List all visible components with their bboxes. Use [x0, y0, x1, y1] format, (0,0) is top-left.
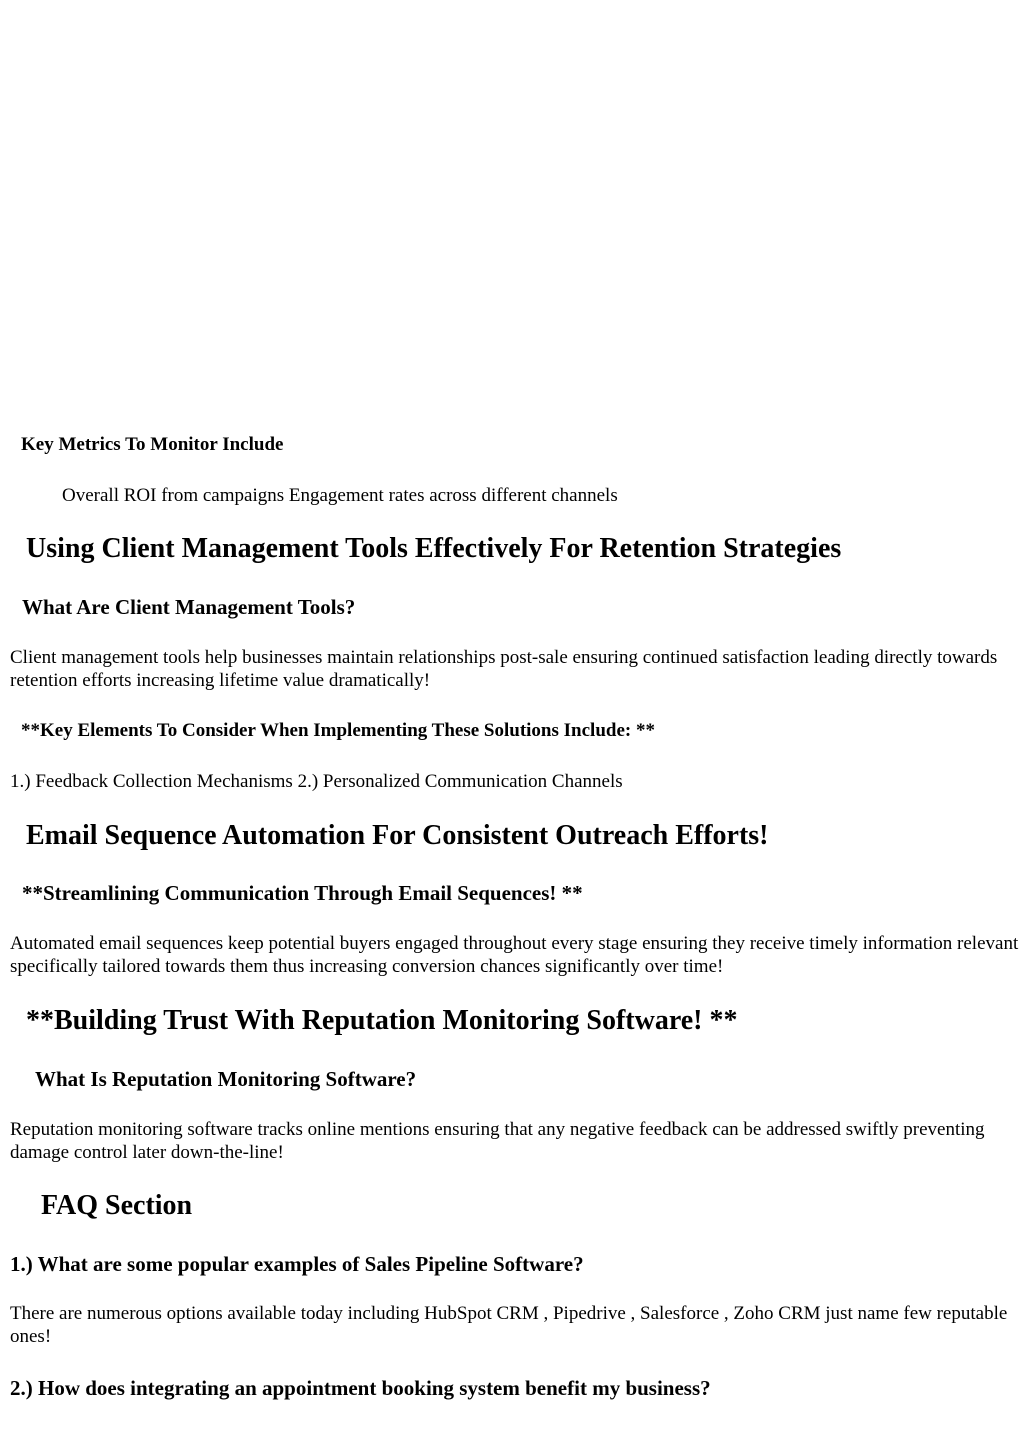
- faq-heading: FAQ Section: [41, 1190, 193, 1221]
- blank-top-area: [0, 0, 1024, 420]
- client-tools-heading: Using Client Management Tools Effectively For Retention Strategies: [26, 533, 842, 564]
- key-metrics-text: Overall ROI from campaigns Engagement rates across different channels: [62, 485, 618, 506]
- what-are-tools-heading: What Are Client Management Tools?: [22, 595, 356, 619]
- key-metrics-heading: Key Metrics To Monitor Include: [21, 434, 284, 455]
- email-paragraph: Automated email sequences keep potential buyers engaged throughout every stage ensuring they receive timely information relevant specifically tailored towards them thus increasing conversion chances significantly over time!: [10, 933, 1019, 977]
- streamlining-heading: **Streamlining Communication Through Email Sequences! **: [22, 881, 583, 905]
- faq-question-1: 1.) What are some popular examples of Sales Pipeline Software?: [10, 1252, 584, 1276]
- email-heading: Email Sequence Automation For Consistent Outreach Efforts!: [26, 820, 769, 851]
- reputation-paragraph: Reputation monitoring software tracks online mentions ensuring that any negative feedback can be addressed swiftly preventing damage control later down-the-line!: [10, 1119, 985, 1163]
- trust-heading: **Building Trust With Reputation Monitoring Software! **: [26, 1005, 738, 1036]
- key-elements-heading: **Key Elements To Consider When Implementing These Solutions Include: **: [21, 720, 655, 741]
- faq-answer-1: There are numerous options available today including HubSpot CRM , Pipedrive , Salesforce , Zoho CRM just name few reputable ones!: [10, 1303, 1008, 1347]
- what-is-reputation-heading: What Is Reputation Monitoring Software?: [35, 1067, 417, 1091]
- faq-question-2: 2.) How does integrating an appointment booking system benefit my business?: [10, 1376, 711, 1400]
- key-elements-text: 1.) Feedback Collection Mechanisms 2.) Personalized Communication Channels: [10, 771, 623, 792]
- tools-paragraph: Client management tools help businesses maintain relationships post-sale ensuring continued satisfaction leading directly towards retention efforts increasing lifetime value dramatically!: [10, 647, 998, 691]
